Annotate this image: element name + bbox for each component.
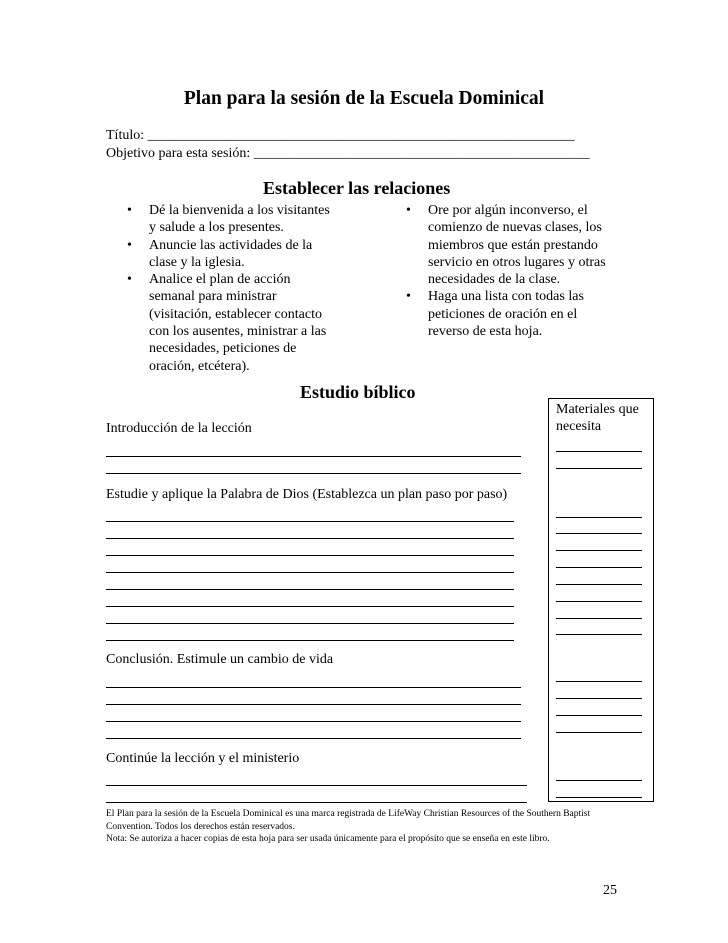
intro-line[interactable] (106, 456, 521, 474)
list-item-line: miembros que están prestando (428, 237, 598, 253)
list-item-line: Analice el plan de acción (149, 272, 291, 288)
list-item (406, 288, 628, 340)
bullet-icon: • (127, 203, 132, 218)
list-item-line: Dé la bienvenida a los visitantes (149, 203, 330, 218)
conclusion-label: Conclusión. Estimule un cambio de vida (106, 652, 334, 667)
list-item-line: oración, etcétera). (149, 358, 250, 374)
list-item (127, 202, 349, 237)
list-item-line: (visitación, establecer contacto (149, 306, 322, 322)
titulo-field[interactable]: Título: _____________________________________________________________ (106, 128, 575, 143)
relaciones-left-list (127, 202, 349, 375)
list-item-line: con los ausentes, ministrar a las (149, 324, 327, 340)
materials-line[interactable] (556, 780, 642, 798)
list-item-line: necesidades, peticiones de (149, 341, 297, 357)
conclusion-line[interactable] (106, 670, 521, 688)
page-title: Plan para la sesión de la Escuela Dominical (183, 88, 545, 109)
study-line[interactable] (106, 538, 514, 556)
materials-line[interactable] (556, 550, 642, 568)
continue-line[interactable] (106, 785, 527, 803)
materials-line[interactable] (556, 617, 642, 635)
objetivo-field[interactable]: Objetivo para esta sesión: ________________________________________________ (106, 146, 590, 161)
materials-line[interactable] (556, 567, 642, 585)
conclusion-line[interactable] (106, 687, 521, 705)
materials-line[interactable] (556, 434, 642, 452)
list-item-line: reverso de esta hoja. (428, 324, 543, 340)
conclusion-line[interactable] (106, 704, 521, 722)
bullet-icon: • (127, 237, 132, 253)
list-item-line: clase y la iglesia. (149, 254, 245, 270)
materials-line[interactable] (556, 698, 642, 716)
materials-line[interactable] (556, 664, 642, 682)
materials-line[interactable] (556, 533, 642, 551)
footer-line: El Plan para la sesión de la Escuela Dominical es una marca registrada de LifeWay Christian Resources of the Southern Baptist (106, 809, 591, 819)
list-item-line: necesidades de la clase. (428, 272, 561, 288)
list-item-line: peticiones de oración en el (428, 306, 578, 322)
footer-line: Convention. Todos los derechos están reservados. (106, 821, 295, 832)
bullet-icon: • (406, 203, 411, 218)
list-item (127, 237, 349, 272)
relaciones-right-list (406, 202, 628, 340)
continue-line[interactable] (106, 768, 527, 786)
footer-line: Nota: Se autoriza a hacer copias de esta hoja para ser usada únicamente para el propósito que se enseña en este libro. (106, 834, 550, 844)
intro-line[interactable] (106, 439, 521, 457)
study-line[interactable] (106, 589, 514, 607)
list-item-line: Ore por algún inconverso, el (428, 203, 588, 218)
list-item-line: Haga una lista con todas las (428, 289, 584, 305)
page-number: 25 (603, 883, 617, 898)
list-item-line: y salude a los presentes. (149, 220, 284, 236)
study-line[interactable] (106, 521, 514, 539)
materials-line[interactable] (556, 763, 642, 781)
study-line[interactable] (106, 572, 514, 590)
section-heading-estudio: Estudio bíblico (300, 382, 416, 402)
list-item-line: comienzo de nuevas clases, los (428, 220, 602, 236)
materials-title: Materiales que necesita (556, 402, 639, 434)
materials-line[interactable] (556, 516, 642, 534)
materials-line[interactable] (556, 584, 642, 602)
study-line[interactable] (106, 555, 514, 573)
materials-line[interactable] (556, 451, 642, 469)
intro-label: Introducción de la lección (106, 421, 252, 436)
list-item-line: servicio en otros lugares y otras (428, 254, 606, 270)
continue-label: Continúe la lección y el ministerio (106, 751, 300, 766)
materials-line[interactable] (556, 715, 642, 733)
list-item (127, 271, 349, 375)
study-label: Estudie y aplique la Palabra de Dios (Establezca un plan paso por paso) (106, 487, 508, 502)
materials-line[interactable] (556, 681, 642, 699)
bullet-icon: • (406, 289, 411, 305)
study-line[interactable] (106, 623, 514, 641)
section-heading-relaciones: Establecer las relaciones (263, 178, 451, 198)
footer-note (106, 808, 606, 846)
bullet-icon: • (127, 272, 132, 288)
study-line[interactable] (106, 606, 514, 624)
conclusion-line[interactable] (106, 721, 521, 739)
study-line[interactable] (106, 504, 514, 522)
list-item (406, 202, 628, 288)
list-item-line: Anuncie las actividades de la (149, 237, 313, 253)
list-item-line: semanal para ministrar (149, 289, 277, 305)
